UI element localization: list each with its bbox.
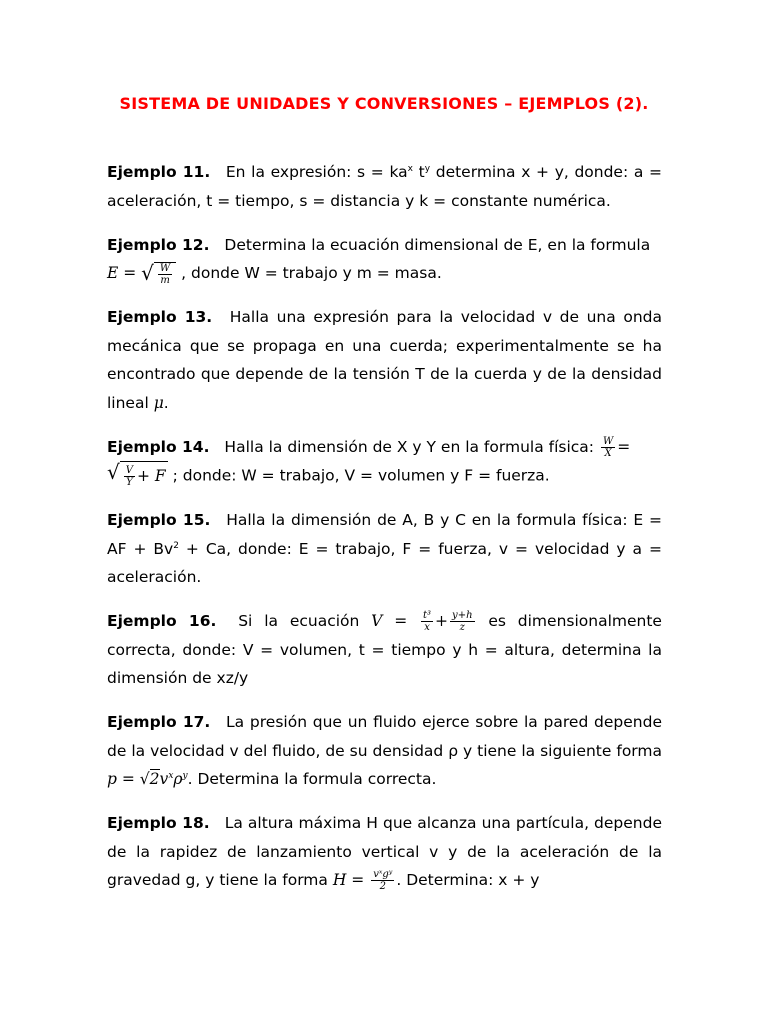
numerator: W xyxy=(159,262,171,274)
example-11 xyxy=(107,158,662,215)
example-label: Ejemplo 18. xyxy=(107,814,210,832)
examples-body xyxy=(107,158,662,902)
example-text: + Ca, donde: E = trabajo, F = fuerza, v = velocidad y a = aceleración. xyxy=(107,539,662,586)
example-14 xyxy=(107,433,662,491)
exponent: y xyxy=(424,163,431,174)
example-text: Halla la dimensión de A, B y C en la formula física: E = AF + Bv xyxy=(107,511,662,558)
equals-sign: = xyxy=(617,437,631,456)
fraction xyxy=(601,436,615,459)
example-label: Ejemplo 12. xyxy=(107,235,210,254)
example-text: , donde W = trabajo y m = masa. xyxy=(181,264,442,282)
example-label: Ejemplo 13. xyxy=(107,308,213,326)
formula-lhs: V = xyxy=(371,612,408,630)
formula-term: + F xyxy=(136,467,166,485)
sqrt-formula xyxy=(107,461,168,491)
formula-lhs: H = xyxy=(332,871,365,889)
example-text: determina x + y, donde: a = aceleración, t = tiempo, s = distancia y k = constante numérica. xyxy=(107,163,663,210)
radical-sign: √ xyxy=(107,460,120,484)
exponent: x xyxy=(168,770,174,781)
exponent: x xyxy=(407,163,413,174)
numerator: t³ xyxy=(423,610,432,621)
denominator: X xyxy=(604,447,612,459)
numerator: y+h xyxy=(452,610,473,621)
fraction xyxy=(158,263,172,286)
denominator: z xyxy=(459,622,465,633)
mu-symbol: μ xyxy=(153,393,164,412)
velocity-symbol: v xyxy=(159,770,169,788)
example-text: Si la ecuación xyxy=(238,612,360,630)
example-label: Ejemplo 16. xyxy=(107,612,217,630)
example-text: . Determina: x + y xyxy=(396,871,540,889)
example-15 xyxy=(107,506,662,592)
example-13 xyxy=(107,303,662,417)
example-label: Ejemplo 17. xyxy=(107,713,211,731)
denominator: Y xyxy=(126,476,133,488)
denominator: m xyxy=(160,274,170,286)
numerator: V xyxy=(125,464,133,476)
denominator: x xyxy=(424,622,430,633)
example-18 xyxy=(107,809,662,895)
example-text: . Determina la formula correcta. xyxy=(187,770,437,788)
example-text: La altura máxima H que alcanza una partícula, depende de la rapidez de lanzamiento vertical v y de la aceleración de la gravedad g, y tiene la forma xyxy=(107,814,663,889)
radicand: 2 xyxy=(149,770,160,788)
formula-lhs: E = xyxy=(107,264,137,282)
denominator: 2 xyxy=(379,881,386,892)
example-text: ; donde: W = trabajo, V = volumen y F = fuerza. xyxy=(172,466,550,485)
exponent: 2 xyxy=(173,540,179,551)
sqrt-formula xyxy=(141,262,176,286)
fraction xyxy=(421,610,433,633)
fraction xyxy=(124,465,135,488)
example-16 xyxy=(107,607,662,693)
rho-symbol: ρ xyxy=(173,770,183,788)
plus-sign: + xyxy=(435,612,449,630)
numerator: W xyxy=(602,435,614,447)
example-label: Ejemplo 14. xyxy=(107,437,210,456)
example-text: Halla la dimensión de X y Y en la formula física: xyxy=(224,437,595,456)
example-label: Ejemplo 15. xyxy=(107,511,211,529)
numerator: vˣgʸ xyxy=(373,869,393,880)
example-text: . xyxy=(163,393,169,412)
example-text: La presión que un fluido ejerce sobre la pared depende de la velocidad v del fluido, de su densidad ρ y tiene la siguiente forma xyxy=(107,713,662,760)
example-text: En la expresión: s = ka xyxy=(225,163,408,181)
example-12 xyxy=(107,231,662,288)
exponent: y xyxy=(182,770,188,781)
radical-sign: √ xyxy=(141,260,154,285)
example-text: t xyxy=(412,163,425,181)
example-text: Halla una expresión para la velocidad v de una onda mecánica que se propaga en una cuerda; experimentalmente se ha encontrado que depende de la tensión T de la cuerda y de la densidad lineal xyxy=(107,308,662,412)
formula-lhs: p = xyxy=(107,770,135,788)
example-label: Ejemplo 11. xyxy=(107,163,211,181)
example-17 xyxy=(107,708,662,794)
page-title: SISTEMA DE UNIDADES Y CONVERSIONES – EJEMPLOS (2). xyxy=(119,94,649,113)
fraction xyxy=(371,869,394,892)
formula-rhs: $√2v^x\rho^y$ xyxy=(139,770,188,788)
example-text: es dimensionalmente correcta, donde: V = volumen, t = tiempo y h = altura, determina la dimensión de xz/y xyxy=(107,612,662,687)
example-text: Determina la ecuación dimensional de E, en la formula xyxy=(224,235,651,254)
fraction xyxy=(450,610,474,633)
